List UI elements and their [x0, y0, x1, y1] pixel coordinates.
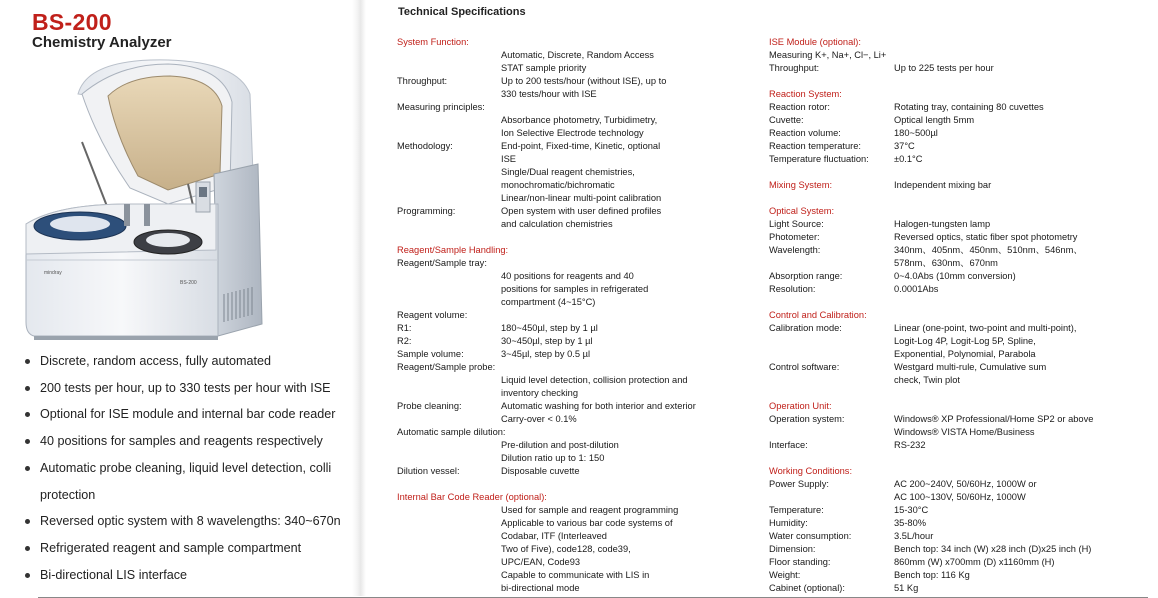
spec-row [397, 556, 747, 569]
spec-row [769, 569, 1149, 582]
product-subtitle: Chemistry Analyzer [32, 34, 172, 51]
spec-value: Exponential, Polynomial, Parabola [894, 349, 1036, 359]
spec-value: 35-80% [894, 518, 927, 528]
spec-value: UPC/EAN, Code93 [501, 557, 581, 567]
spec-row [769, 101, 1149, 114]
spec-spacer [769, 452, 1149, 465]
spec-value: Logit-Log 4P, Logit-Log 5P, Spline, [894, 336, 1036, 346]
spec-value: Bench top: 34 inch (W) x28 inch (D)x25 inch (H) [894, 544, 1092, 554]
spec-value: Linear (one-point, two-point and multi-point), [894, 323, 1077, 333]
spec-spacer [397, 231, 747, 244]
spec-row [397, 582, 747, 595]
spec-value: 578nm、630nm、670nm [894, 258, 998, 268]
spec-row [397, 205, 747, 218]
spec-value: Linear/non-linear multi-point calibration [501, 193, 662, 203]
spec-label: Temperature: [769, 505, 824, 515]
spec-row [397, 218, 747, 231]
spec-value: Independent mixing bar [894, 180, 992, 190]
spec-row [397, 465, 747, 478]
spec-row [769, 413, 1149, 426]
spec-value: 860mm (W) x700mm (D) x1160mm (H) [894, 557, 1055, 567]
spec-value: End-point, Fixed-time, Kinetic, optional [501, 141, 661, 151]
spec-value: 3~45µl, step by 0.5 µl [501, 349, 591, 359]
spec-value: Windows® XP Professional/Home SP2 or above [894, 414, 1094, 424]
spec-value: Dilution ratio up to 1: 150 [501, 453, 605, 463]
specs-column-left [397, 36, 747, 595]
spec-value: 0~4.0Abs (10mm conversion) [894, 271, 1016, 281]
spec-value: 51 Kg [894, 583, 919, 593]
spec-label: Operation system: [769, 414, 845, 424]
spec-label: Cuvette: [769, 115, 804, 125]
spec-section-heading: Reaction System: [769, 89, 842, 99]
spec-value: AC 100~130V, 50/60Hz, 1000W [894, 492, 1026, 502]
spec-section-row [397, 244, 747, 257]
spec-value: Liquid level detection, collision protection and [501, 375, 688, 385]
spec-label: Power Supply: [769, 479, 829, 489]
spec-value: 15-30°C [894, 505, 929, 515]
spec-label: Floor standing: [769, 557, 831, 567]
spec-value: and calculation chemistries [501, 219, 613, 229]
spec-row [769, 322, 1149, 335]
spec-value: Codabar, ITF (Interleaved [501, 531, 607, 541]
spec-row [397, 413, 747, 426]
spec-value: Automatic washing for both interior and exterior [501, 401, 696, 411]
spec-value: Optical length 5mm [894, 115, 975, 125]
spec-label: Automatic sample dilution: [397, 427, 506, 437]
spec-label: Reagent volume: [397, 310, 468, 320]
spec-label: Calibration mode: [769, 323, 842, 333]
spec-label: Reaction temperature: [769, 141, 861, 151]
spec-value: Ion Selective Electrode technology [501, 128, 644, 138]
spec-spacer [769, 75, 1149, 88]
spec-label: Resolution: [769, 284, 816, 294]
spec-section-row [397, 491, 747, 504]
spec-row [397, 296, 747, 309]
spec-value: Bench top: 116 Kg [894, 570, 970, 580]
spec-row [769, 244, 1149, 257]
spec-label: Throughput: [397, 76, 448, 86]
spec-value: Applicable to various bar code systems of [501, 518, 673, 528]
spec-value: Rotating tray, containing 80 cuvettes [894, 102, 1044, 112]
spec-row [397, 322, 747, 335]
spec-label: Reaction volume: [769, 128, 841, 138]
spec-label: Dimension: [769, 544, 816, 554]
spec-row [397, 88, 747, 101]
spec-row [769, 153, 1149, 166]
spec-row [769, 543, 1149, 556]
spec-row [397, 452, 747, 465]
spec-row [769, 335, 1149, 348]
spec-spacer [769, 192, 1149, 205]
spec-value: check, Twin plot [894, 375, 960, 385]
spec-value: Automatic, Discrete, Random Access [501, 50, 654, 60]
spec-value: Capable to communicate with LIS in [501, 570, 650, 580]
spec-value: Westgard multi-rule, Cumulative sum [894, 362, 1047, 372]
feature-item-continuation: protection [40, 487, 96, 502]
product-panel [0, 0, 352, 596]
spec-row [397, 400, 747, 413]
spec-value: Used for sample and reagent programming [501, 505, 679, 515]
spec-value: RS-232 [894, 440, 926, 450]
spec-value: STAT sample priority [501, 63, 587, 73]
spec-row [769, 582, 1149, 595]
spec-row [397, 49, 747, 62]
spec-row [397, 114, 747, 127]
spec-spacer [397, 478, 747, 491]
device-model-label: BS-200 [180, 280, 197, 286]
spec-section-row [769, 465, 1149, 478]
spec-row [769, 374, 1149, 387]
column-divider [352, 0, 366, 596]
feature-item: 40 positions for samples and reagents respectively [22, 428, 352, 455]
spec-value: Up to 200 tests/hour (without ISE), up to [501, 76, 667, 86]
spec-row [769, 114, 1149, 127]
spec-value: 40 positions for reagents and 40 [501, 271, 634, 281]
spec-row [769, 439, 1149, 452]
spec-row [769, 556, 1149, 569]
spec-row [397, 309, 747, 322]
feature-item: Discrete, random access, fully automated [22, 348, 352, 375]
spec-row [769, 491, 1149, 504]
spec-section-row [769, 179, 1149, 192]
spec-value: 330 tests/hour with ISE [501, 89, 597, 99]
spec-row [397, 504, 747, 517]
spec-label: Photometer: [769, 232, 820, 242]
spec-section-heading: Mixing System: [769, 180, 833, 190]
spec-value: Two of Five), code128, code39, [501, 544, 631, 554]
spec-label: Sample volume: [397, 349, 464, 359]
spec-value: inventory checking [501, 388, 578, 398]
spec-row [769, 127, 1149, 140]
product-title: BS-200 [32, 9, 112, 35]
spec-row [397, 192, 747, 205]
spec-row [397, 140, 747, 153]
spec-value: 180~450µl, step by 1 µl [501, 323, 598, 333]
spec-value: 30~450µl, step by 1 µl [501, 336, 593, 346]
spec-value: ISE [501, 154, 516, 164]
spec-row [397, 439, 747, 452]
spec-label: Reagent/Sample probe: [397, 362, 496, 372]
spec-label: R1: [397, 323, 412, 333]
spec-value: Carry-over < 0.1% [501, 414, 577, 424]
spec-row [769, 231, 1149, 244]
spec-row [397, 270, 747, 283]
spec-label: Absorption range: [769, 271, 843, 281]
spec-row [397, 257, 747, 270]
feature-list [22, 348, 352, 588]
specs-column-right [769, 36, 1149, 595]
spec-row [769, 530, 1149, 543]
spec-row [769, 270, 1149, 283]
spec-section-row [769, 88, 1149, 101]
spec-label: Probe cleaning: [397, 401, 462, 411]
feature-item: Reversed optic system with 8 wavelengths: 340~670n [22, 508, 352, 535]
spec-value: bi-directional mode [501, 583, 580, 593]
spec-section-heading: ISE Module (optional): [769, 37, 861, 47]
spec-label: Interface: [769, 440, 808, 450]
spec-value: Single/Dual reagent chemistries, [501, 167, 635, 177]
feature-item: Refrigerated reagent and sample compartment [22, 535, 352, 562]
spec-row [397, 153, 747, 166]
spec-spacer [769, 387, 1149, 400]
spec-label: Light Source: [769, 219, 824, 229]
spec-row [397, 530, 747, 543]
spec-row [769, 348, 1149, 361]
spec-label: Measuring principles: [397, 102, 485, 112]
spec-label: Water consumption: [769, 531, 852, 541]
spec-value: Absorbance photometry, Turbidimetry, [501, 115, 658, 125]
feature-item: Bi-directional LIS interface [22, 562, 352, 589]
spec-row [397, 543, 747, 556]
spec-value: 0.0001Abs [894, 284, 939, 294]
spec-section-row [769, 309, 1149, 322]
feature-item: Automatic probe cleaning, liquid level detection, colli [22, 455, 352, 482]
spec-row [397, 569, 747, 582]
spec-row [397, 283, 747, 296]
spec-row [397, 361, 747, 374]
spec-label: Humidity: [769, 518, 808, 528]
spec-value: Open system with user defined profiles [501, 206, 662, 216]
spec-row [769, 49, 1149, 62]
analyzer-image [18, 54, 264, 344]
spec-value: Halogen-tungsten lamp [894, 219, 991, 229]
spec-row [769, 504, 1149, 517]
spec-row [397, 127, 747, 140]
spec-label: Cabinet (optional): [769, 583, 845, 593]
spec-row [769, 478, 1149, 491]
spec-row [769, 426, 1149, 439]
spec-label: Weight: [769, 570, 801, 580]
spec-row [769, 361, 1149, 374]
spec-value: compartment (4~15°C) [501, 297, 596, 307]
spec-section-heading: Working Conditions: [769, 466, 853, 476]
spec-label: Wavelength: [769, 245, 821, 255]
spec-row [397, 348, 747, 361]
spec-section-heading: Internal Bar Code Reader (optional): [397, 492, 547, 502]
spec-label: Throughput: [769, 63, 820, 73]
spec-section-heading: Reagent/Sample Handling: [397, 245, 509, 255]
spec-value: monochromatic/bichromatic [501, 180, 615, 190]
spec-value: 37°C [894, 141, 915, 151]
spec-section-row [769, 36, 1149, 49]
spec-value: AC 200~240V, 50/60Hz, 1000W or [894, 479, 1037, 489]
spec-label: Dilution vessel: [397, 466, 460, 476]
spec-row [397, 166, 747, 179]
spec-label: Reagent/Sample tray: [397, 258, 487, 268]
spec-value: Reversed optics, static fiber spot photometry [894, 232, 1078, 242]
spec-row [397, 101, 747, 114]
spec-row [769, 517, 1149, 530]
spec-spacer [769, 296, 1149, 309]
spec-value: 340nm、405nm、450nm、510nm、546nm、 [894, 245, 1083, 255]
spec-label: Programming: [397, 206, 456, 216]
spec-value: 180~500µl [894, 128, 938, 138]
spec-row [769, 257, 1149, 270]
spec-row [397, 335, 747, 348]
spec-section-row [769, 400, 1149, 413]
spec-row [397, 62, 747, 75]
spec-row [397, 179, 747, 192]
spec-value: Pre-dilution and post-dilution [501, 440, 619, 450]
spec-value: positions for samples in refrigerated [501, 284, 649, 294]
spec-section-heading: Optical System: [769, 206, 835, 216]
spec-row [397, 374, 747, 387]
spec-value: ±0.1°C [894, 154, 923, 164]
spec-section-row [397, 36, 747, 49]
spec-label: Methodology: [397, 141, 453, 151]
spec-label: Measuring K+, Na+, Cl−, Li+ [769, 50, 887, 60]
spec-row [769, 218, 1149, 231]
spec-value: Disposable cuvette [501, 466, 580, 476]
spec-row [769, 283, 1149, 296]
specs-title: Technical Specifications [398, 6, 526, 18]
spec-section-row [769, 205, 1149, 218]
feature-item: 200 tests per hour, up to 330 tests per hour with ISE [22, 375, 352, 402]
device-logo: mindray [44, 270, 62, 276]
feature-item: Optional for ISE module and internal bar code reader [22, 401, 352, 428]
spec-label: Temperature fluctuation: [769, 154, 869, 164]
spec-row [769, 62, 1149, 75]
spec-value: Windows® VISTA Home/Business [894, 427, 1035, 437]
spec-label: Control software: [769, 362, 840, 372]
spec-section-heading: System Function: [397, 37, 469, 47]
spec-row [397, 517, 747, 530]
spec-value: 3.5L/hour [894, 531, 934, 541]
spec-row [397, 75, 747, 88]
spec-label: Reaction rotor: [769, 102, 830, 112]
spec-row [769, 140, 1149, 153]
spec-row [397, 426, 747, 439]
spec-row [397, 387, 747, 400]
spec-label: R2: [397, 336, 412, 346]
spec-spacer [769, 166, 1149, 179]
spec-value: Up to 225 tests per hour [894, 63, 994, 73]
spec-section-heading: Control and Calibration: [769, 310, 867, 320]
spec-section-heading: Operation Unit: [769, 401, 832, 411]
